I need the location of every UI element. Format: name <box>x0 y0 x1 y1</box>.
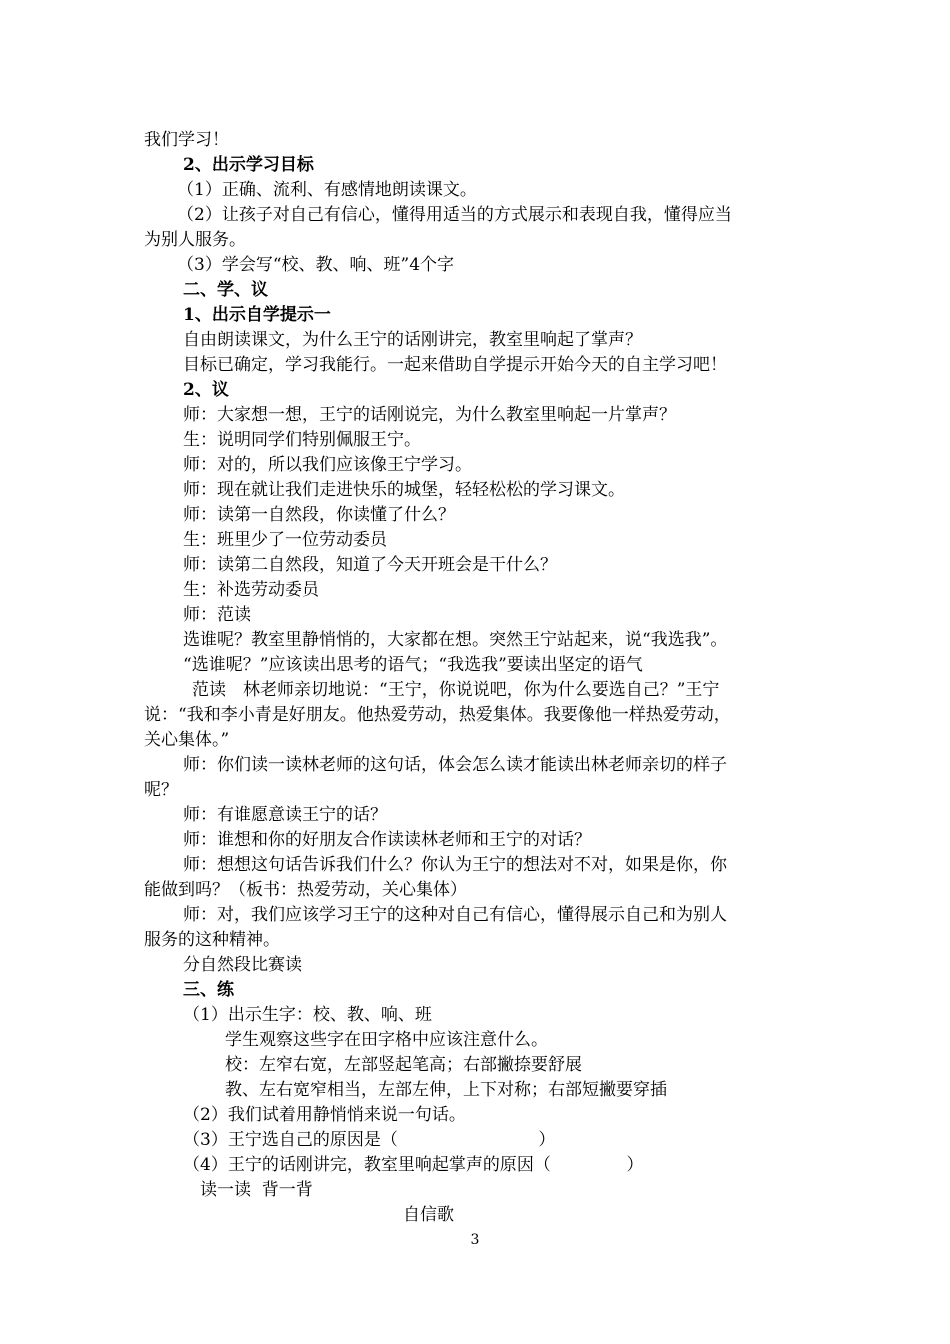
section-heading: 二、学、议 <box>183 280 268 300</box>
text-line: 选谁呢？教室里静悄悄的，大家都在想。突然王宁站起来，说“我选我”。 <box>183 630 728 650</box>
text-line: 师：现在就让我们走进快乐的城堡，轻轻松松的学习课文。 <box>183 480 625 500</box>
text-line: 目标已确定，学习我能行。一起来借助自学提示开始今天的自主学习吧！ <box>183 355 727 375</box>
text-line: 生：补选劳动委员 <box>183 580 319 600</box>
text-line: 教、左右宽窄相当，左部左伸，上下对称；右部短撇要穿插 <box>225 1080 667 1100</box>
text-line: 呢？ <box>144 780 178 800</box>
text-line: （1）出示生字：校、教、响、班 <box>183 1005 432 1025</box>
text-line: 师：读第一自然段，你读懂了什么？ <box>183 505 455 525</box>
text-line: 关心集体。” <box>144 730 230 750</box>
text-line: （1）正确、流利、有感情地朗读课文。 <box>177 180 477 200</box>
text-line: 师：读第二自然段，知道了今天开班会是干什么？ <box>183 555 557 575</box>
text-line: 能做到吗？（板书：热爱劳动，关心集体） <box>144 880 467 900</box>
text-line: 师：谁想和你的好朋友合作读读林老师和王宁的对话？ <box>183 830 591 850</box>
text-line: 生：说明同学们特别佩服王宁。 <box>183 430 421 450</box>
text-line: （3）王宁选自己的原因是（ ） <box>183 1130 556 1150</box>
text-line: 师：想想这句话告诉我们什么？你认为王宁的想法对不对，如果是你，你 <box>183 855 727 875</box>
text-line: 分自然段比赛读 <box>183 955 302 975</box>
section-heading: 1、出示自学提示一 <box>183 305 331 325</box>
text-line: “选谁呢？”应该读出思考的语气；“我选我”要读出坚定的语气 <box>183 655 643 675</box>
page-number: 3 <box>470 1232 480 1248</box>
text-line: 自由朗读课文，为什么王宁的话刚讲完，教室里响起了掌声？ <box>183 330 642 350</box>
text-line: 校：左窄右宽，左部竖起笔高；右部撇捺要舒展 <box>225 1055 582 1075</box>
text-line: 范读 林老师亲切地说：“王宁，你说说吧，你为什么要选自己？”王宁 <box>192 680 720 700</box>
text-line: （4）王宁的话刚讲完，教室里响起掌声的原因（ ） <box>183 1155 644 1175</box>
text-line: 我们学习！ <box>144 130 229 150</box>
section-heading: 2、议 <box>183 380 229 400</box>
text-line: 为别人服务。 <box>144 230 246 250</box>
text-line: 师：有谁愿意读王宁的话？ <box>183 805 387 825</box>
text-line: 师：你们读一读林老师的这句话，体会怎么读才能读出林老师亲切的样子 <box>183 755 727 775</box>
section-heading: 2、出示学习目标 <box>183 155 314 175</box>
text-line: 读一读 背一背 <box>200 1180 313 1200</box>
poem-title: 自信歌 <box>403 1205 454 1225</box>
text-line: 师：大家想一想，王宁的话刚说完，为什么教室里响起一片掌声？ <box>183 405 676 425</box>
text-line: 生：班里少了一位劳动委员 <box>183 530 387 550</box>
text-line: （2）让孩子对自己有信心，懂得用适当的方式展示和表现自我，懂得应当 <box>177 205 732 225</box>
text-line: 师：范读 <box>183 605 251 625</box>
text-line: 学生观察这些字在田字格中应该注意什么。 <box>225 1030 548 1050</box>
text-line: 师：对，我们应该学习王宁的这种对自己有信心，懂得展示自己和为别人 <box>183 905 727 925</box>
text-line: 师：对的，所以我们应该像王宁学习。 <box>183 455 472 475</box>
text-line: 服务的这种精神。 <box>144 930 280 950</box>
section-heading: 三、练 <box>183 980 234 1000</box>
text-line: （3）学会写“校、教、响、班”4个字 <box>177 255 455 275</box>
text-line: （2）我们试着用静悄悄来说一句话。 <box>183 1105 466 1125</box>
text-line: 说：“我和李小青是好朋友。他热爱劳动，热爱集体。我要像他一样热爱劳动， <box>144 705 731 725</box>
